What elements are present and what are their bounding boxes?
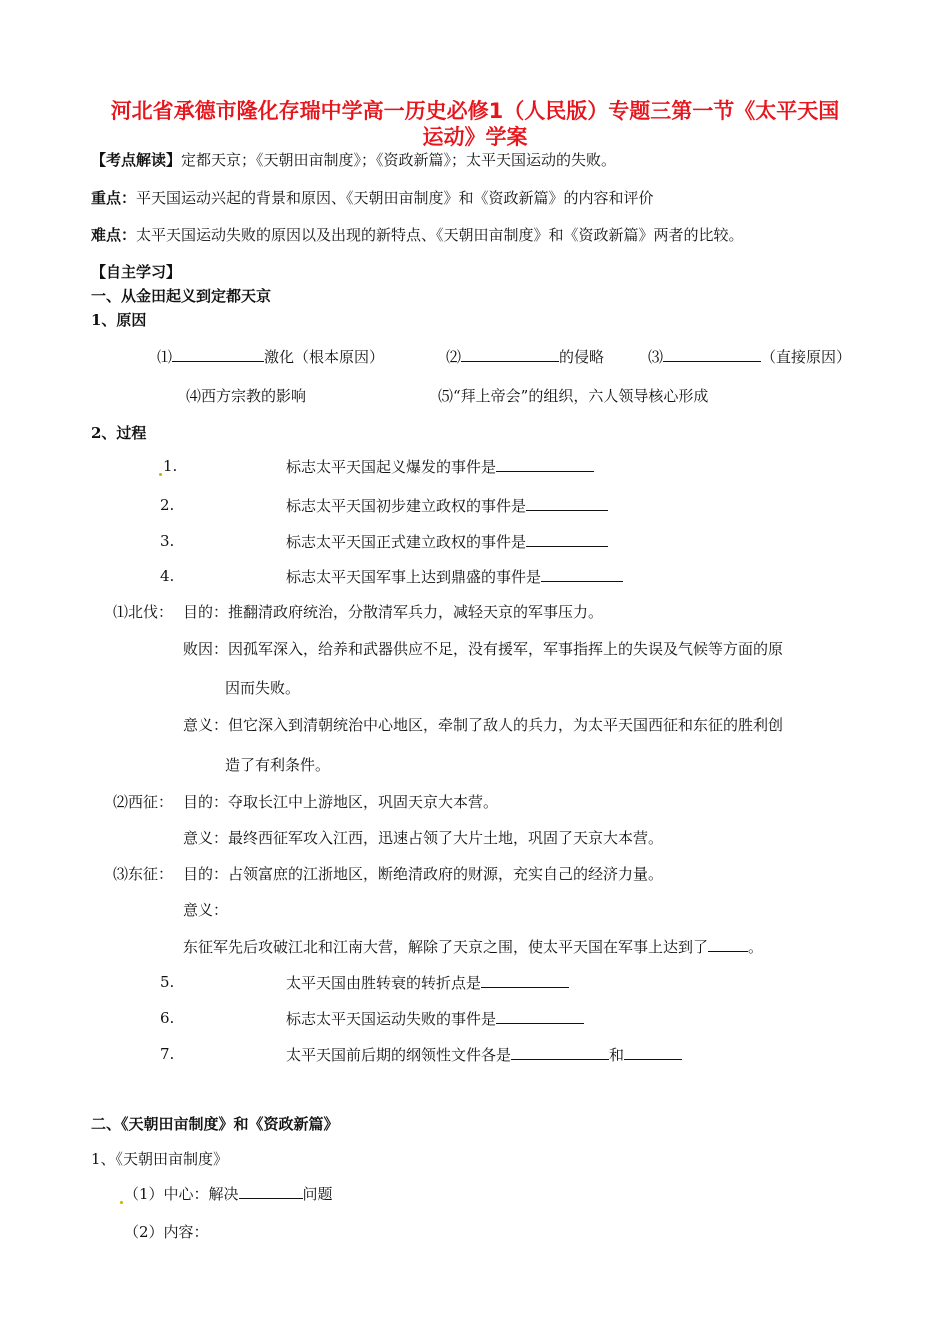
process-item-7-num: 7. xyxy=(160,1045,175,1063)
process-item-6-num: 6. xyxy=(160,1009,175,1027)
center-blank[interactable] xyxy=(239,1183,303,1199)
nandian-label: 难点： xyxy=(91,226,137,244)
beifa-sig-1: 意义：但它深入到清朝统治中心地区，牵制了敌人的兵力，为太平天国西征和东征的胜利创 xyxy=(183,716,784,734)
dongzheng-sig-text: 东征军先后攻破江北和江南大营，解除了天京之围，使太平天国在军事上达到了 xyxy=(183,938,709,956)
item-text: 太平天国前后期的纲领性文件各是 xyxy=(286,1046,512,1064)
reason-1-num: ⑴ xyxy=(157,348,173,366)
reason-heading: 1、原因 xyxy=(91,311,147,329)
dongzheng-blank[interactable] xyxy=(708,936,748,952)
title-line-1: 河北省承德市隆化存瑞中学高一历史必修1（人民版）专题三第一节《太平天国 xyxy=(110,99,840,123)
item-3-blank[interactable] xyxy=(526,531,608,547)
process-heading: 2、过程 xyxy=(91,424,147,442)
reason-3-blank[interactable] xyxy=(663,346,761,362)
item-2-blank[interactable] xyxy=(526,495,608,511)
item-text: 标志太平天国运动失败的事件是 xyxy=(286,1010,497,1028)
item-text: 太平天国由胜转衰的转折点是 xyxy=(286,974,482,992)
reason-4: ⑷西方宗教的影响 xyxy=(186,387,307,405)
reason-1-blank[interactable] xyxy=(172,346,264,362)
dongzheng-sig-end: 。 xyxy=(748,938,764,956)
section2-heading: 二、《天朝田亩制度》和《资政新篇》 xyxy=(91,1115,339,1133)
xizheng-label: ⑵西征： xyxy=(113,793,174,811)
reason-3-text: （直接原因） xyxy=(761,348,852,366)
item-6-blank[interactable] xyxy=(496,1008,584,1024)
kaodian-text: 定都天京；《天朝田亩制度》；《资政新篇》；太平天国运动的失败。 xyxy=(181,151,617,169)
reason-3 xyxy=(648,346,851,367)
xizheng-sig: 意义：最终西征军攻入江西，迅速占领了大片土地，巩固了天京大本营。 xyxy=(183,829,664,847)
title-line-2: 运动》学案 xyxy=(422,125,528,149)
process-item-1 xyxy=(286,456,594,477)
section2-sub1: 1、《天朝田亩制度》 xyxy=(91,1150,229,1168)
item-4-blank[interactable] xyxy=(541,566,623,582)
process-item-3 xyxy=(286,531,608,552)
item-7-blank-b[interactable] xyxy=(624,1044,682,1060)
zizhu-heading: 【自主学习】 xyxy=(91,263,182,281)
item-text: 标志太平天国起义爆发的事件是 xyxy=(286,458,497,476)
center-post: 问题 xyxy=(302,1185,333,1203)
process-item-3-num: 3. xyxy=(160,532,175,550)
xizheng-goal: 目的：夺取长江中上游地区，巩固天京大本营。 xyxy=(183,793,499,811)
reason-2-blank[interactable] xyxy=(461,346,559,362)
item-num: 1. xyxy=(163,457,178,475)
reason-1 xyxy=(157,346,384,367)
item-7-blank-a[interactable] xyxy=(511,1044,609,1060)
process-item-1-num xyxy=(158,456,177,476)
item-5-blank[interactable] xyxy=(481,972,569,988)
section1-heading: 一、从金田起义到定都天京 xyxy=(91,287,272,305)
nandian-line xyxy=(91,225,744,245)
kaodian-line xyxy=(91,150,616,170)
process-item-5 xyxy=(286,972,569,993)
reason-2 xyxy=(446,346,604,367)
beifa-fail-1: 败因：因孤军深入，给养和武器供应不足，没有援军，军事指挥上的失误及气候等方面的原 xyxy=(183,640,784,658)
process-item-2 xyxy=(286,495,608,516)
reason-5: ⑸“拜上帝会”的组织，六人领导核心形成 xyxy=(438,387,709,405)
item-text: 标志太平天国初步建立政权的事件是 xyxy=(286,497,527,515)
beifa-sig-2: 造了有利条件。 xyxy=(225,756,331,774)
section2-center xyxy=(119,1183,333,1204)
mark-dot xyxy=(120,1201,123,1204)
center-pre: （1）中心：解决 xyxy=(124,1185,239,1203)
dongzheng-goal: 目的：占领富庶的江浙地区，断绝清政府的财源，充实自己的经济力量。 xyxy=(183,865,664,883)
process-item-5-num: 5. xyxy=(160,973,175,991)
document-title xyxy=(80,98,870,150)
process-item-6 xyxy=(286,1008,584,1029)
dongzheng-label: ⑶东征： xyxy=(113,865,174,883)
process-item-4-num: 4. xyxy=(160,567,175,585)
section2-content: （2）内容： xyxy=(124,1223,209,1241)
process-item-2-num: 2. xyxy=(160,496,175,514)
item-text: 标志太平天国军事上达到鼎盛的事件是 xyxy=(286,568,542,586)
process-item-4 xyxy=(286,566,623,587)
dongzheng-sig-label: 意义： xyxy=(183,901,229,919)
nandian-text: 太平天国运动失败的原因以及出现的新特点、《天朝田亩制度》和《资政新篇》两者的比较。 xyxy=(136,226,744,244)
beifa-label: ⑴北伐： xyxy=(113,603,174,621)
reason-2-num: ⑵ xyxy=(446,348,462,366)
reason-1-text: 激化（根本原因） xyxy=(264,348,385,366)
beifa-fail-2: 因而失败。 xyxy=(225,679,301,697)
zhongdian-text: 平天国运动兴起的背景和原因、《天朝田亩制度》和《资政新篇》的内容和评价 xyxy=(136,189,654,207)
item-1-blank[interactable] xyxy=(496,456,594,472)
kaodian-label: 【考点解读】 xyxy=(91,151,182,169)
zhongdian-label: 重点： xyxy=(91,189,137,207)
reason-2-text: 的侵略 xyxy=(559,348,605,366)
mark-dot xyxy=(159,473,162,476)
dongzheng-sig xyxy=(183,936,763,957)
item-7-mid: 和 xyxy=(609,1046,625,1064)
process-item-7 xyxy=(286,1044,682,1065)
reason-3-num: ⑶ xyxy=(648,348,664,366)
zhongdian-line xyxy=(91,188,654,208)
beifa-goal: 目的：推翻清政府统治，分散清军兵力，减轻天京的军事压力。 xyxy=(183,603,604,621)
item-text: 标志太平天国正式建立政权的事件是 xyxy=(286,533,527,551)
